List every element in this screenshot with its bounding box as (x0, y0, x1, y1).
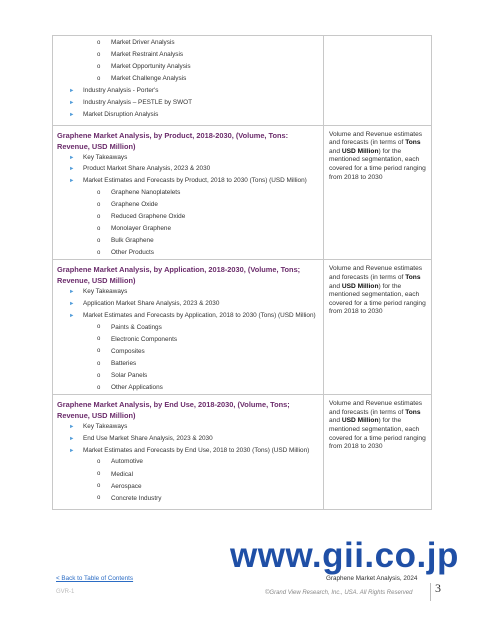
circle-bullet-icon: o (97, 51, 101, 58)
list-item: ► Key Takeaways (69, 423, 128, 431)
list-item: ► Market Estimates and Forecasts by Product, 2018 to 2030 (Tons) (USD Million) (69, 177, 307, 185)
triangle-bullet-icon: ► (69, 166, 75, 173)
section-subitems (53, 457, 323, 505)
list-item: o Graphene Oxide (97, 200, 158, 208)
triangle-bullet-icon: ► (69, 424, 75, 431)
page-number: 3 (435, 581, 441, 595)
list-item: o Concrete Industry (97, 494, 162, 502)
triangle-bullet-icon: ► (69, 447, 75, 454)
list-item: ► Market Estimates and Forecasts by Application, 2018 to 2030 (Tons) (USD Million) (69, 312, 316, 320)
list-item: ► Application Market Share Analysis, 2023 & 2030 (69, 300, 220, 308)
circle-bullet-icon: o (97, 483, 101, 490)
section-cell (53, 260, 324, 395)
section-cell (53, 395, 324, 510)
list-item: o Other Products (97, 249, 154, 257)
list-item: ► Key Takeaways (69, 288, 128, 296)
watermark: www.gii.co.jp (230, 536, 459, 575)
list-item: o Reduced Graphene Oxide (97, 212, 186, 220)
continuation-subitems (53, 36, 323, 85)
list-item: ► Product Market Share Analysis, 2023 & 2030 (69, 165, 211, 173)
continuation-desc-cell (324, 36, 432, 126)
circle-bullet-icon: o (97, 372, 101, 379)
list-item: o Composites (97, 347, 145, 355)
section-desc-cell (324, 395, 432, 510)
list-item: o Market Driver Analysis (97, 38, 175, 46)
continuation-cell (53, 36, 324, 126)
circle-bullet-icon: o (97, 249, 101, 256)
list-item: ► Market Disruption Analysis (69, 110, 159, 118)
circle-bullet-icon: o (97, 63, 101, 70)
circle-bullet-icon: o (97, 336, 101, 343)
section-cell (53, 125, 324, 260)
circle-bullet-icon: o (97, 348, 101, 355)
toc-table (52, 35, 432, 510)
toc-row-continuation (53, 36, 432, 126)
triangle-bullet-icon: ► (69, 289, 75, 296)
triangle-bullet-icon: ► (69, 178, 75, 185)
triangle-bullet-icon: ► (69, 313, 75, 320)
circle-bullet-icon: o (97, 471, 101, 478)
footer-copyright: ©Grand View Research, Inc., USA. All Rights Reserved (265, 590, 413, 596)
list-item: o Other Applications (97, 384, 163, 391)
list-item: o Medical (97, 470, 134, 478)
continuation-items (53, 85, 323, 120)
list-item: ► Industry Analysis – PESTLE by SWOT (69, 99, 193, 107)
list-item: ► Industry Analysis - Porter's (69, 87, 159, 95)
section-heading: Graphene Market Analysis, by Application, 2018-2030, (Volume, Tons; Revenue, USD Million) (57, 265, 301, 286)
triangle-bullet-icon: ► (69, 436, 75, 443)
section-heading: Graphene Market Analysis, by Product, 2018-2030, (Volume, Tons: Revenue, USD Million) (57, 130, 289, 151)
list-item: ► Key Takeaways (69, 153, 128, 161)
list-item: o Solar Panels (97, 371, 148, 379)
section-items (53, 152, 323, 187)
list-item: o Batteries (97, 359, 137, 367)
circle-bullet-icon: o (97, 225, 101, 232)
back-to-toc-link[interactable]: < Back to Table of Contents (56, 575, 134, 582)
triangle-bullet-icon: ► (69, 100, 75, 107)
circle-bullet-icon: o (97, 360, 101, 367)
list-item: o Bulk Graphene (97, 237, 154, 245)
circle-bullet-icon: o (97, 39, 101, 46)
triangle-bullet-icon: ► (69, 154, 75, 161)
section-subitems (53, 322, 323, 394)
section-heading: Graphene Market Analysis, by End Use, 2018-2030, (Volume, Tons; Revenue, USD Million) (57, 400, 290, 421)
circle-bullet-icon: o (97, 324, 101, 331)
toc-row-product (53, 125, 432, 260)
section-subitems (53, 187, 323, 259)
circle-bullet-icon: o (97, 459, 101, 466)
section-description: Volume and Revenue estimates and forecasts (in terms of Tons and USD Million) for the mentioned segmentation, each covered for a time period ranging from 2018 to 2030 (329, 400, 426, 451)
list-item: o Automotive (97, 458, 143, 466)
circle-bullet-icon: o (97, 213, 101, 220)
footer-divider (430, 583, 431, 601)
circle-bullet-icon: o (97, 189, 101, 196)
circle-bullet-icon: o (97, 75, 101, 82)
list-item: o Market Opportunity Analysis (97, 62, 191, 70)
list-item: o Paints & Coatings (97, 323, 162, 331)
triangle-bullet-icon: ► (69, 111, 75, 118)
list-item: o Aerospace (97, 482, 142, 490)
section-items (53, 421, 323, 456)
triangle-bullet-icon: ► (69, 301, 75, 308)
footer-report-title: Graphene Market Analysis, 2024 (326, 575, 418, 582)
list-item: o Monolayer Graphene (97, 225, 172, 233)
list-item: o Market Challenge Analysis (97, 75, 187, 83)
list-item: o Electronic Components (97, 335, 178, 343)
list-item: o Graphene Nanoplatelets (97, 188, 181, 196)
report-reference: GVR-1 (56, 589, 75, 595)
section-items (53, 286, 323, 321)
section-desc-cell (324, 125, 432, 260)
section-description: Volume and Revenue estimates and forecasts (in terms of Tons and USD Million) for the mentioned segmentation, each covered for a time period ranging from 2018 to 2030 (329, 130, 426, 181)
list-item: ► Market Estimates and Forecasts by End Use, 2018 to 2030 (Tons) (USD Million) (69, 446, 310, 454)
list-item: o Market Restraint Analysis (97, 50, 184, 58)
section-description: Volume and Revenue estimates and forecasts (in terms of Tons and USD Million) for the mentioned segmentation, each covered for a time period ranging from 2018 to 2030 (329, 265, 426, 316)
circle-bullet-icon: o (97, 495, 101, 502)
list-item: ► End Use Market Share Analysis, 2023 & 2030 (69, 435, 213, 443)
toc-row-end-use (53, 395, 432, 510)
circle-bullet-icon: o (97, 201, 101, 208)
triangle-bullet-icon: ► (69, 88, 75, 95)
circle-bullet-icon: o (97, 237, 101, 244)
toc-row-application (53, 260, 432, 395)
circle-bullet-icon: o (97, 384, 101, 391)
section-desc-cell (324, 260, 432, 395)
